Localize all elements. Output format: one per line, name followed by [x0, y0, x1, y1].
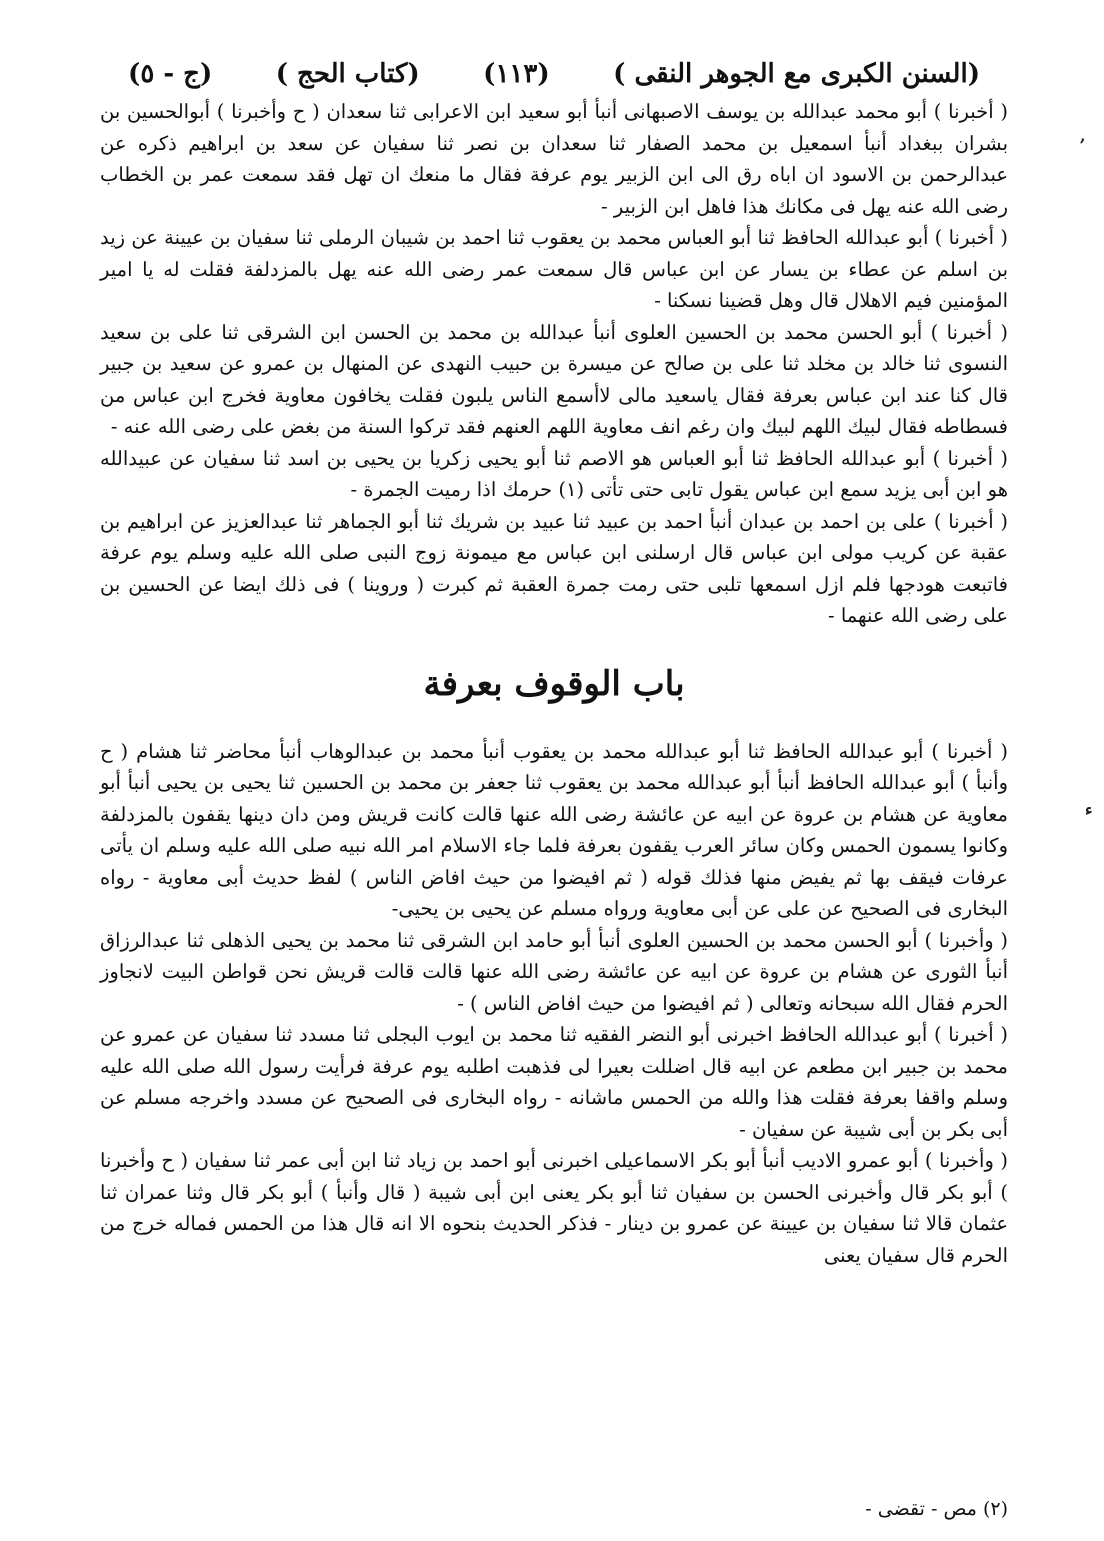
hadith-paragraph: ( أخبرنا ) أبو الحسن محمد بن الحسين العلوى أنبأ عبدالله بن محمد بن الحسن ابن الشرقى ثنا على بن سعيد النسوى ثنا خالد بن مخلد ثنا على بن صالح عن ميسرة بن حبيب النهدى عن المنهال بن عمرو عن سعيد بن جبير قال كنا عند ابن عباس بعرفة فقال ياسعيد مالى لاأسمع الناس يلبون فقلت يخافون معاوية فخرج ابن عباس من فسطاطه فقال لبيك اللهم لبيك وان رغم انف معاوية اللهم العنهم فقد تركوا السنة من بغض على رضى الله عنه -	[100, 320, 1008, 438]
volume-number: (ج - ٥)	[128, 59, 213, 89]
hadith-paragraph: ( أخبرنا ) أبو محمد عبدالله بن يوسف الاصبهانى أنبأ أبو سعيد ابن الاعرابى ثنا سعدان ( ح وأخبرنا ) أبوالحسين بن بشران ببغداد أنبأ اسمعيل بن محمد الصفار ثنا سعدان بن نصر ثنا سفيان عن سعد بن ابراهيم ذكره عن عبدالرحمن بن الاسود ان اباه رق الى ابن الزبير يوم عرفة فقال ما منعك ان تهل فقد سمعت عمر بن الخطاب رضى الله عنه يهل فى مكانك هذا فاهل ابن الزبير -	[100, 100, 1008, 218]
text-section-1	[100, 96, 1008, 632]
hadith-paragraph: ( وأخبرنا ) أبو عمرو الاديب أنبأ أبو بكر الاسماعيلى اخبرنى أبو احمد بن زياد ثنا ابن أبى عمر ثنا سفيان ( ح وأخبرنا ) أبو بكر قال وأخبرنى الحسن بن سفيان ثنا أبو بكر يعنى ابن أبى شيبة ( قال وأنبأ ) أبو بكر قال وثنا عمران ثنا عثمان قالا ثنا سفيان بن عيينة عن عمرو بن دينار - فذكر الحديث بنحوه الا انه قال هذا من الحمس فماله خرج من الحرم قال سفيان يعنى	[100, 1149, 1008, 1267]
chapter-title: باب الوقوف بعرفة	[423, 663, 685, 704]
hadith-paragraph: ( أخبرنا ) أبو عبدالله الحافظ ثنا أبو العباس محمد بن يعقوب ثنا احمد بن شيبان الرملى ثنا سفيان بن عيينة عن زيد بن اسلم عن عطاء بن يسار عن ابن عباس قال سمعت عمر رضى الله عنه يهل بالمزدلفة فقلت له يا امير المؤمنين فيم الاهلال قال وهل قضينا نسكنا -	[100, 226, 1008, 312]
hadith-paragraph: ( أخبرنا ) على بن احمد بن عبدان أنبأ احمد بن عبيد ثنا عبيد بن شريك ثنا أبو الجماهر ثنا عبدالعزيز عن ابراهيم بن عقبة عن كريب مولى ابن عباس قال ارسلنى ابن عباس مع ميمونة زوج النبى صلى الله عليه وسلم يوم عرفة فاتبعت هودجها فلم ازل اسمعها تلبى حتى رمت جمرة العقبة ثم كبرت ( وروينا ) فى ذلك ايضا عن الحسين بن على رضى الله عنهما -	[100, 509, 1008, 627]
section-title: (كتاب الحج )	[275, 59, 420, 89]
hadith-paragraph: ( أخبرنا ) أبو عبدالله الحافظ ثنا أبو عبدالله محمد بن يعقوب أنبأ محمد بن عبدالوهاب أنبأ محاضر ثنا هشام ( ح وأنبأ ) أبو عبدالله الحافظ أنبأ أبو عبدالله محمد بن يعقوب ثنا جعفر بن محمد بن الحسين ثنا يحيى بن يحيى أنبأ أبو معاوية عن هشام بن عروة عن ابيه عن عائشة رضى الله عنها قالت كانت قريش ومن دان دينها يقفون بالمزدلفة وكانوا يسمون الحمس وكان سائر العرب يقفون بعرفة فلما جاء الاسلام امر الله نبيه صلى الله عليه وسلم ان يأتى عرفات فيقف بها ثم يفيض منها فذلك قوله ( ثم افيضوا من حيث افاض الناس ) لفظ حديث أبى معاوية - رواه البخارى فى الصحيح عن على عن أبى معاوية ورواه مسلم عن يحيى بن يحيى-	[100, 739, 1008, 920]
hadith-paragraph: ( أخبرنا ) أبو عبدالله الحافظ اخبرنى أبو النضر الفقيه ثنا محمد بن ايوب البجلى ثنا مسدد ثنا سفيان عن عمرو عن محمد بن جبير ابن مطعم عن ابيه قال اضللت بعيرا لى فذهبت اطلبه يوم عرفة فرأيت رسول الله صلى الله عليه وسلم واقفا بعرفة فقلت هذا والله من الحمس ماشانه - رواه البخارى فى الصحيح عن مسدد واخرجه مسلم عن أبى بكر بن أبى شيبة عن سفيان -	[100, 1023, 1008, 1141]
chapter-title-area	[100, 632, 1008, 736]
footnote: (٢) مص - تقضى -	[865, 1498, 1008, 1520]
margin-mark: ء	[1085, 800, 1093, 819]
book-page	[100, 52, 1008, 1522]
text-section-2	[100, 736, 1008, 1272]
hadith-paragraph: ( أخبرنا ) أبو عبدالله الحافظ ثنا أبو العباس هو الاصم ثنا أبو يحيى زكريا بن يحيى بن اسد ثنا سفيان عن عبيدالله هو ابن أبى يزيد سمع ابن عباس يقول تابى حتى تأتى (١) حرمك اذا رميت الجمرة -	[100, 446, 1008, 501]
hadith-paragraph: ( وأخبرنا ) أبو الحسن محمد بن الحسين العلوى أنبأ أبو حامد ابن الشرقى ثنا محمد بن يحيى الذهلى ثنا عبدالرزاق أنبأ الثورى عن هشام بن عروة عن ابيه عن عائشة رضى الله عنها قالت قالت قريش نحن قواطن البيت لانجاوز الحرم فقال الله سبحانه وتعالى ( ثم افيضوا من حيث افاض الناس ) -	[100, 928, 1008, 1015]
margin-mark: ,	[1080, 126, 1086, 145]
running-header	[100, 52, 1008, 96]
book-title: (السنن الكبرى مع الجوهر النقى )	[613, 59, 980, 89]
page-number: (١١٣)	[483, 59, 550, 89]
